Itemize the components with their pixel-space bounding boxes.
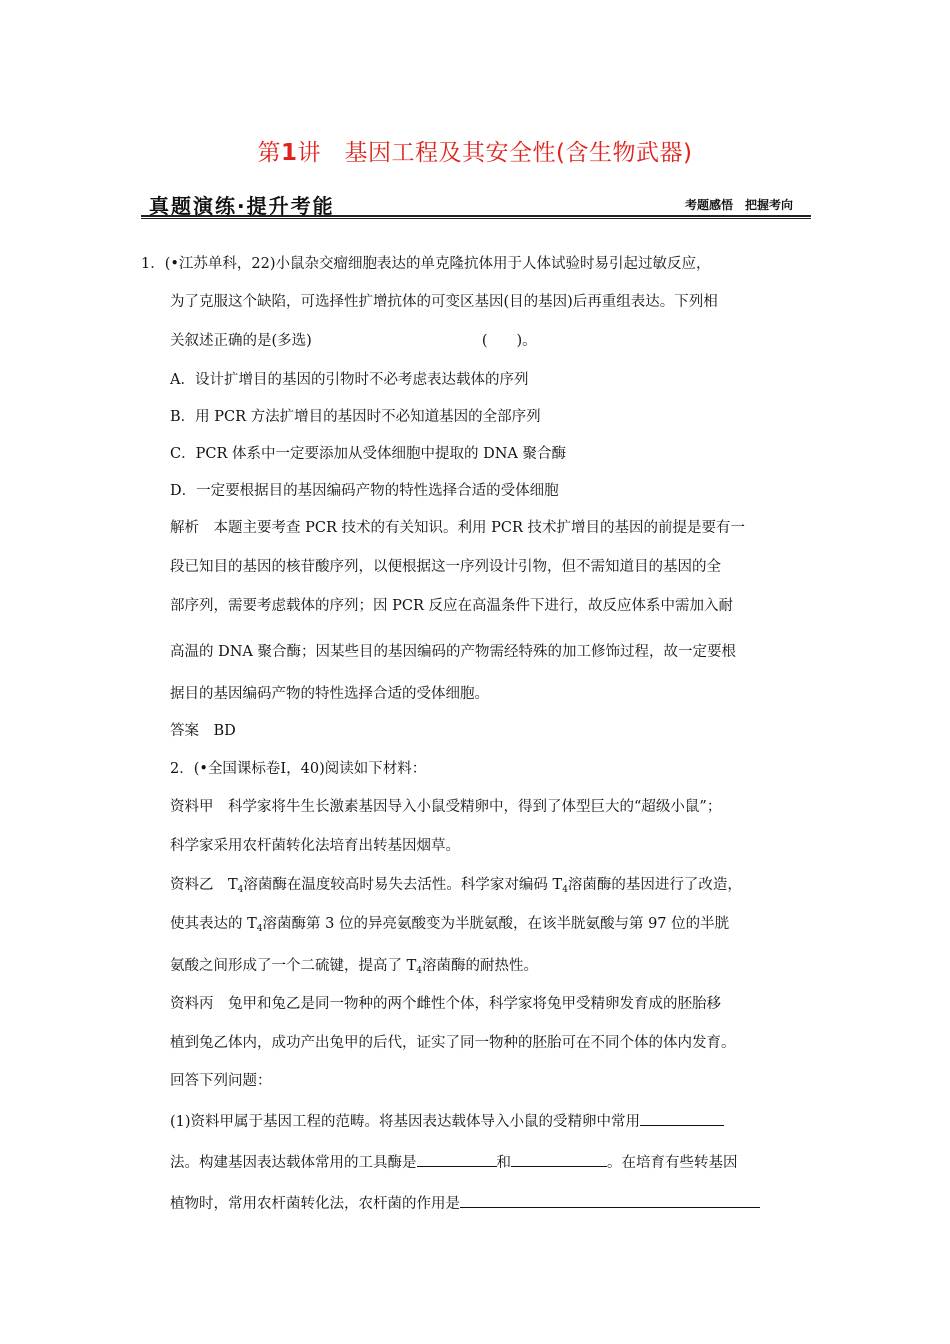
q2-part1-line2: 法。构建基因表达载体常用的工具酶是 和 。在培育有些转基因 bbox=[170, 1151, 738, 1173]
q1-stem-line3: 关叙述正确的是(多选) ( )。 bbox=[170, 333, 537, 349]
q1-option-b: B．用 PCR 方法扩增目的基因时不必知道基因的全部序列 bbox=[170, 409, 541, 425]
q1-option-c: C．PCR 体系中一定要添加从受体细胞中提取的 DNA 聚合酶 bbox=[170, 446, 566, 462]
q1-analysis-line4: 高温的 DNA 聚合酶；因某些目的基因编码的产物需经特殊的加工修饰过程，故一定要根 bbox=[170, 644, 736, 660]
banner-title: 真题演练·提升考能 bbox=[149, 194, 335, 218]
fill-blank-4[interactable] bbox=[460, 1192, 760, 1208]
q2-part1-line1: (1)资料甲属于基因工程的范畴。将基因表达载体导入小鼠的受精卵中常用 bbox=[170, 1110, 724, 1132]
q1-analysis-line1: 解析 本题主要考查 PCR 技术的有关知识。利用 PCR 技术扩增目的基因的前提是要有一 bbox=[170, 520, 745, 536]
q2-part1-line3: 植物时，常用农杆菌转化法，农杆菌的作用是 bbox=[170, 1192, 760, 1214]
q2-material-yi-line2: 使其表达的 $T_4$溶菌酶第 3 位的异亮氨酸变为半胱氨酸，在该半胱氨酸与第 97 位的半胱 bbox=[170, 916, 730, 934]
answer-paren: ( )。 bbox=[481, 333, 537, 349]
q2-material-yi-line3: 氨酸之间形成了一个二硫键，提高了 $T_4$溶菌酶的耐热性。 bbox=[170, 958, 539, 976]
q2-material-bing-line2: 植到兔乙体内，成功产出兔甲的后代，证实了同一物种的胚胎可在不同个体的体内发育。 bbox=[170, 1035, 736, 1051]
q1-answer: 答案 BD bbox=[170, 723, 236, 739]
fill-blank-3[interactable] bbox=[511, 1151, 607, 1167]
q2-prompt: 回答下列问题： bbox=[170, 1073, 272, 1089]
q1-analysis-line2: 段已知目的基因的核苷酸序列，以便根据这一序列设计引物，但不需知道目的基因的全 bbox=[170, 559, 721, 575]
q2-material-jia-line1: 资料甲 科学家将牛生长激素基因导入小鼠受精卵中，得到了体型巨大的“超级小鼠”； bbox=[170, 799, 722, 815]
banner-subtitle: 考题感悟 把握考向 bbox=[684, 198, 793, 212]
q1-analysis-line5: 据目的基因编码产物的特性选择合适的受体细胞。 bbox=[170, 686, 489, 702]
q2-material-bing-line1: 资料丙 兔甲和兔乙是同一物种的两个雌性个体，科学家将兔甲受精卵发育成的胚胎移 bbox=[170, 996, 721, 1012]
page-title: 第1讲 基因工程及其安全性(含生物武器) bbox=[257, 140, 693, 166]
q1-option-a: A．设计扩增目的基因的引物时不必考虑表达载体的序列 bbox=[170, 372, 529, 388]
section-banner bbox=[141, 190, 811, 218]
fill-blank-2[interactable] bbox=[417, 1151, 497, 1167]
banner-rule bbox=[141, 215, 811, 219]
fill-blank-1[interactable] bbox=[640, 1110, 724, 1126]
q2-stem: 2．(•全国课标卷Ⅰ，40)阅读如下材料： bbox=[170, 761, 427, 777]
q1-stem-line2: 为了克服这个缺陷，可选择性扩增抗体的可变区基因(目的基因)后再重组表达。下列相 bbox=[170, 294, 718, 310]
q1-analysis-line3: 部序列，需要考虑载体的序列；因 PCR 反应在高温条件下进行，故反应体系中需加入耐 bbox=[170, 598, 733, 614]
q2-material-yi-line1: 资料乙 $T_4$溶菌酶在温度较高时易失去活性。科学家对编码 $T_4$溶菌酶的基因进行了改造， bbox=[170, 877, 742, 895]
q2-material-jia-line2: 科学家采用农杆菌转化法培育出转基因烟草。 bbox=[170, 838, 460, 854]
q1-option-d: D．一定要根据目的基因编码产物的特性选择合适的受体细胞 bbox=[170, 483, 559, 499]
q1-stem-line1: 1．(•江苏单科，22)小鼠杂交瘤细胞表达的单克隆抗体用于人体试验时易引起过敏反应， bbox=[141, 256, 711, 272]
